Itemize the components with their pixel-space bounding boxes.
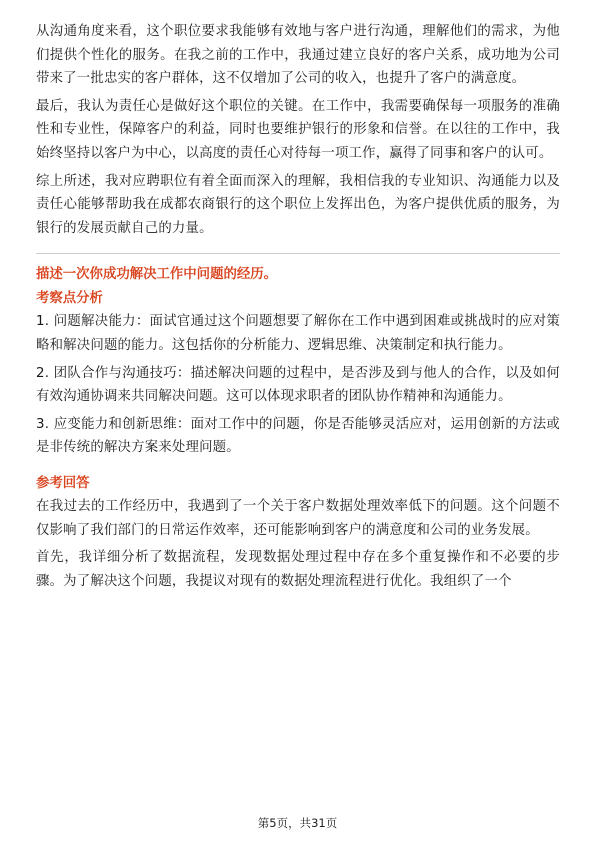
paragraph-summary: 综上所述，我对应聘职位有着全面而深入的理解，我相信我的专业知识、沟通能力以及责任心能够帮助我在成都农商银行的这个职位上发挥出色，为客户提供优质的服务，为银行的发展贡献自己的力量。 bbox=[36, 173, 560, 236]
analysis-heading: 考察点分析 bbox=[36, 291, 103, 307]
page-number-footer: 第5页，共31页 bbox=[257, 816, 338, 830]
section-divider bbox=[36, 253, 560, 254]
answer-paragraph-2: 首先，我详细分析了数据流程，发现数据处理过程中存在多个重复操作和不必要的步骤。为了解决这个问题，我提议对现有的数据处理流程进行优化。我组织了一个 bbox=[36, 550, 560, 589]
answer-paragraph-1: 在我过去的工作经历中，我遇到了一个关于客户数据处理效率低下的问题。这个问题不仅影响了我们部门的日常运作效率，还可能影响到客户的满意度和公司的业务发展。 bbox=[36, 498, 560, 538]
analysis-item-2: 2. 团队合作与沟通技巧：描述解决问题的过程中，是否涉及到与他人的合作，以及如何有效沟通协调来共同解决问题。这可以体现求职者的团队协作精神和沟通能力。 bbox=[36, 365, 560, 405]
analysis-item-3: 3. 应变能力和创新思维：面对工作中的问题，你是否能够灵活应对，运用创新的方法或是非传统的解决方案来处理问题。 bbox=[36, 416, 560, 456]
analysis-item-1: 1. 问题解决能力：面试官通过这个问题想要了解你在工作中遇到困难或挑战时的应对策略和解决问题的能力。这包括你的分析能力、逻辑思维、决策制定和执行能力。 bbox=[36, 314, 560, 353]
paragraph-responsibility: 最后，我认为责任心是做好这个职位的关键。在工作中，我需要确保每一项服务的准确性和专业性，保障客户的利益，同时也要维护银行的形象和信誉。在以往的工作中，我始终坚持以客户为中心，以高度的责任心对待每一项工作，赢得了同事和客户的认可。 bbox=[36, 98, 560, 161]
question-title: 描述一次你成功解决工作中问题的经历。 bbox=[36, 267, 278, 283]
paragraph-communication: 从沟通角度来看，这个职位要求我能够有效地与客户进行沟通，理解他们的需求，为他们提供个性化的服务。在我之前的工作中，我通过建立良好的客户关系，成功地为公司带来了一批忠实的客户群体，这不仅增加了公司的收入，也提升了客户的满意度。 bbox=[36, 24, 560, 87]
answer-heading: 参考回答 bbox=[36, 475, 90, 491]
page-content bbox=[36, 20, 560, 593]
